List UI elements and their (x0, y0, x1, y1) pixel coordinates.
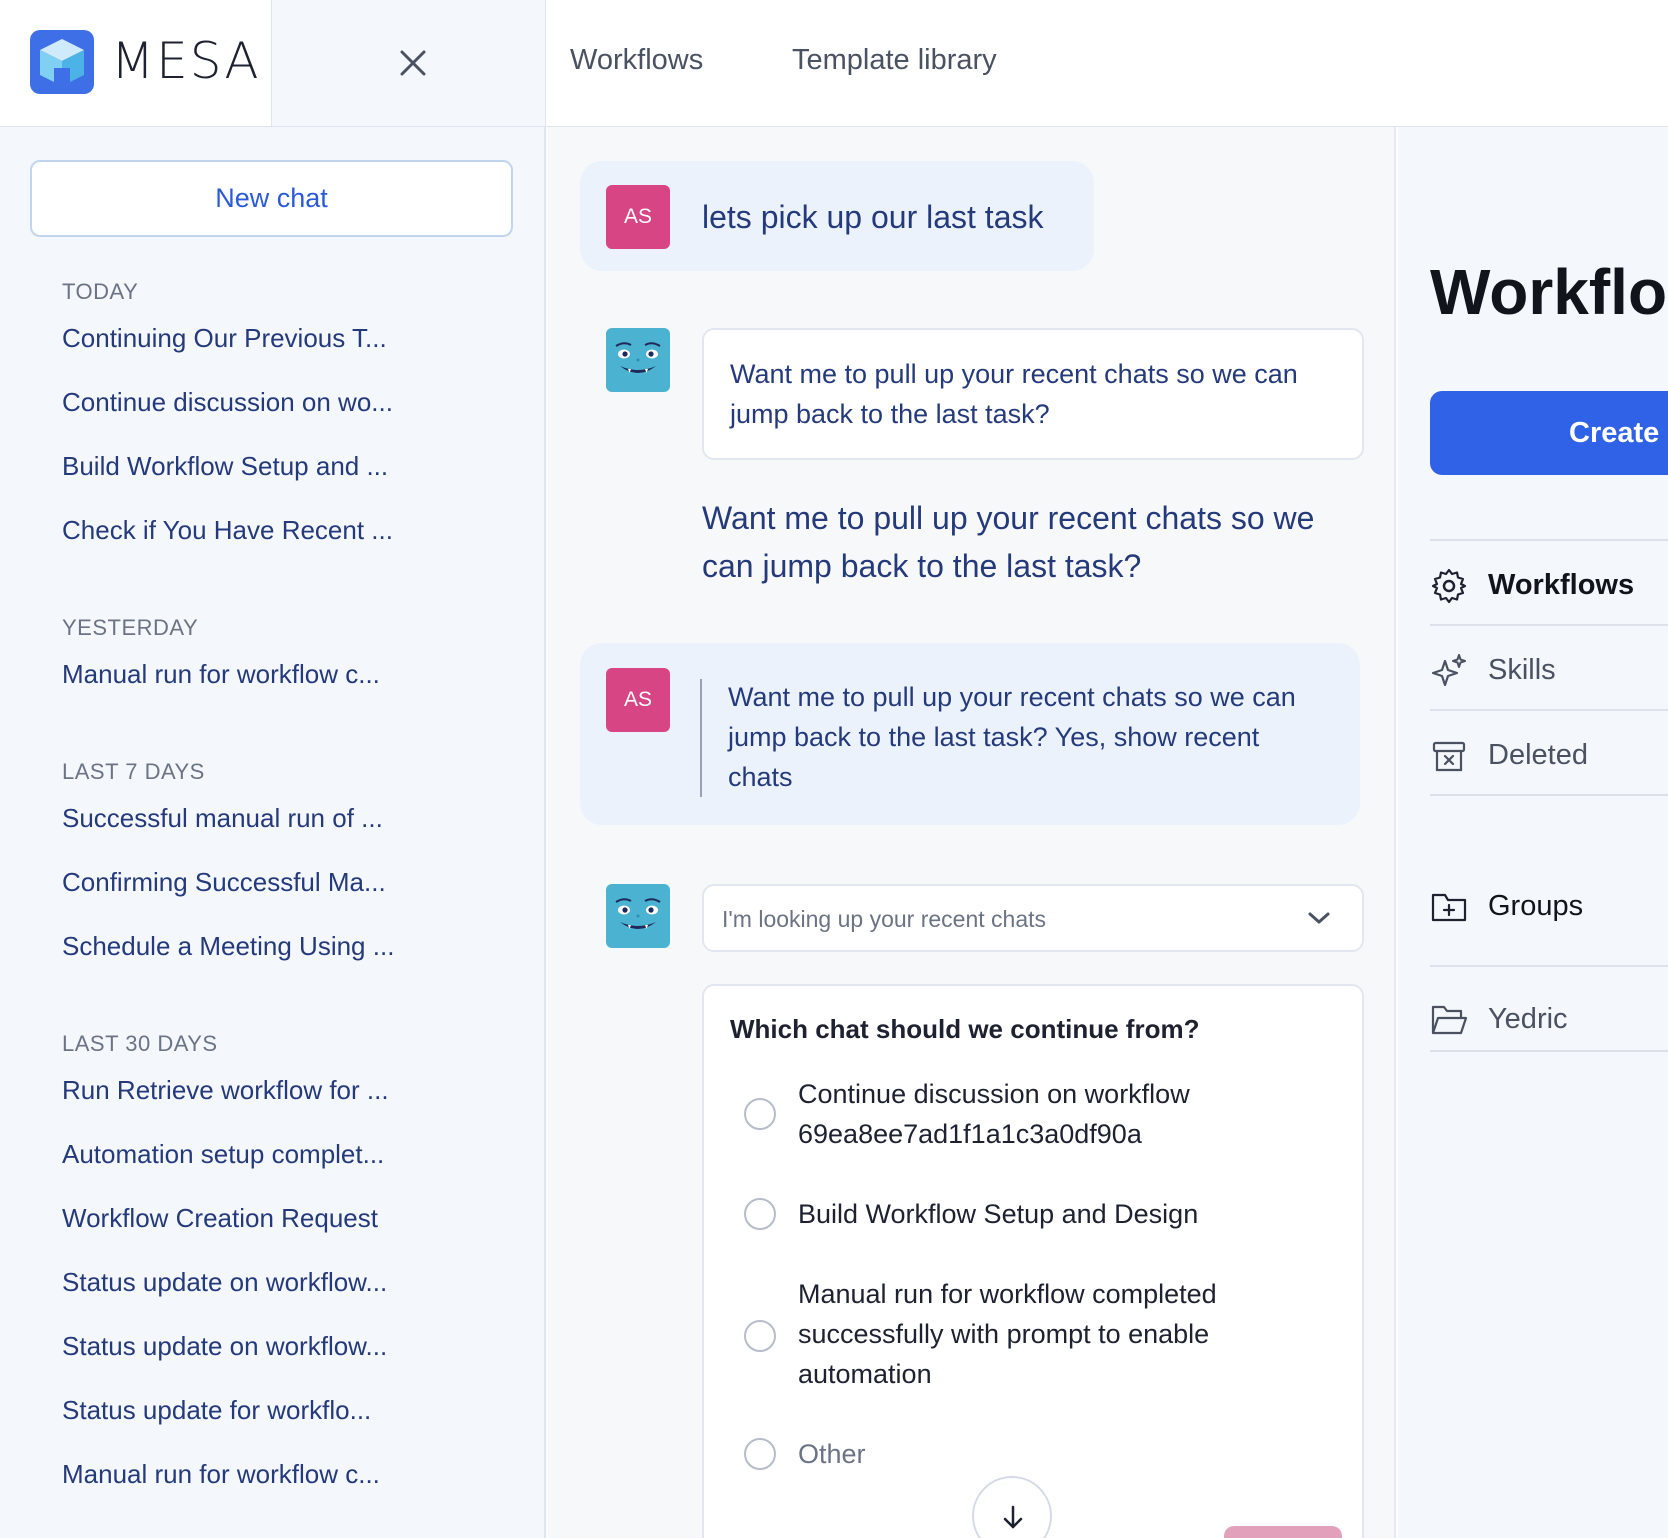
assistant-message-card (702, 328, 1364, 460)
chat-history-item[interactable]: Schedule a Meeting Using ... (62, 931, 395, 961)
folder-open-icon (1430, 1001, 1468, 1039)
assistant-card-text: Want me to pull up your recent chats so we can jump back to the last task? (730, 359, 1298, 429)
chat-history-item[interactable]: Build Workflow Setup and ... (62, 451, 389, 481)
quote-bar (700, 679, 702, 797)
question-card (702, 984, 1364, 1538)
nav-item-deleted[interactable] (1430, 709, 1668, 799)
nav-label: Groups (1488, 890, 1584, 922)
option-label-other[interactable]: Other (798, 1439, 866, 1469)
chat-thread (548, 127, 1396, 1538)
nav-label: Workflows (1488, 569, 1635, 601)
nav-label: Yedric (1488, 1003, 1568, 1035)
arrow-down-icon (998, 1502, 1028, 1532)
gear-icon (1430, 567, 1468, 605)
sparkles-icon (1430, 652, 1468, 690)
logo-area (0, 0, 272, 127)
chat-history-item[interactable]: Automation setup complet... (62, 1139, 385, 1169)
page-title: Workflo (1430, 256, 1668, 328)
option-radio[interactable] (744, 1098, 776, 1130)
chat-history-item[interactable]: Run Retrieve workflow for ... (62, 1075, 389, 1105)
option-radio[interactable] (744, 1438, 776, 1470)
chat-history-item[interactable]: Status update on workflow... (62, 1331, 388, 1361)
create-button[interactable]: Create (1430, 391, 1668, 475)
assistant-message-text: Want me to pull up your recent chats so we can jump back to the last task? (702, 500, 1315, 584)
app-name: MESA (111, 32, 261, 90)
new-chat-button[interactable]: New chat (30, 160, 513, 237)
archive-x-icon (1430, 737, 1468, 775)
mesa-logo-icon (30, 30, 94, 94)
chat-history-item[interactable]: Confirming Successful Ma... (62, 867, 386, 897)
chat-history-item[interactable]: Continuing Our Previous T... (62, 323, 387, 353)
question-title: Which chat should we continue from? (730, 1014, 1200, 1044)
option-radio[interactable] (744, 1320, 776, 1352)
nav-item-yedric[interactable] (1430, 965, 1668, 1055)
assistant-avatar-icon (606, 328, 670, 392)
option-label[interactable]: Manual run for workflow completed successfully with prompt to enable automation (798, 1279, 1217, 1389)
status-text: I'm looking up your recent chats (722, 906, 1046, 932)
submit-button[interactable] (1224, 1526, 1342, 1538)
chat-history-item[interactable]: Workflow Creation Request (62, 1203, 378, 1233)
option-label[interactable]: Continue discussion on workflow 69ea8ee7ad1f1a1c3a0df90a (798, 1079, 1190, 1149)
chat-history-item[interactable]: Manual run for workflow c... (62, 1459, 380, 1489)
section-heading-last-30-days: LAST 30 DAYS (62, 1031, 218, 1056)
user-avatar: AS (606, 185, 670, 249)
tab-workflows[interactable]: Workflows (570, 44, 704, 76)
chat-history-item[interactable]: Successful manual run of ... (62, 803, 383, 833)
chat-history-item[interactable]: Check if You Have Recent ... (62, 515, 393, 545)
top-navigation (546, 0, 1668, 127)
sidebar-toggle-area (272, 0, 546, 127)
section-heading-last-7-days: LAST 7 DAYS (62, 759, 205, 784)
user-message-text: lets pick up our last task (702, 199, 1044, 235)
option-label[interactable]: Build Workflow Setup and Design (798, 1199, 1199, 1229)
user-message-text: Want me to pull up your recent chats so we can jump back to the last task? Yes, show recent chats (728, 682, 1296, 792)
chat-history-item[interactable]: Status update on workflow... (62, 1267, 388, 1297)
nav-item-workflows[interactable] (1430, 539, 1668, 629)
divider (1430, 794, 1668, 796)
nav-label: Deleted (1488, 739, 1588, 771)
tab-template-library[interactable]: Template library (792, 44, 997, 76)
workflows-panel (1398, 127, 1668, 1538)
close-icon[interactable] (394, 44, 432, 82)
chat-history-item[interactable]: Manual run for workflow c... (62, 659, 380, 689)
chat-history-item[interactable]: Continue discussion on wo... (62, 387, 393, 417)
chat-history-item[interactable]: Status update for workflo... (62, 1395, 372, 1425)
divider (1430, 1050, 1668, 1052)
user-avatar: AS (606, 668, 670, 732)
folder-plus-icon (1430, 888, 1468, 926)
chat-history-sidebar (0, 127, 546, 1538)
status-dropdown[interactable] (702, 884, 1364, 952)
section-heading-yesterday: YESTERDAY (62, 615, 199, 640)
chevron-down-icon[interactable] (1306, 908, 1332, 928)
nav-item-skills[interactable] (1430, 624, 1668, 714)
section-heading-today: TODAY (62, 279, 139, 304)
nav-item-groups[interactable] (1430, 862, 1668, 952)
option-radio[interactable] (744, 1198, 776, 1230)
assistant-avatar-icon (606, 884, 670, 948)
nav-label: Skills (1488, 654, 1556, 686)
